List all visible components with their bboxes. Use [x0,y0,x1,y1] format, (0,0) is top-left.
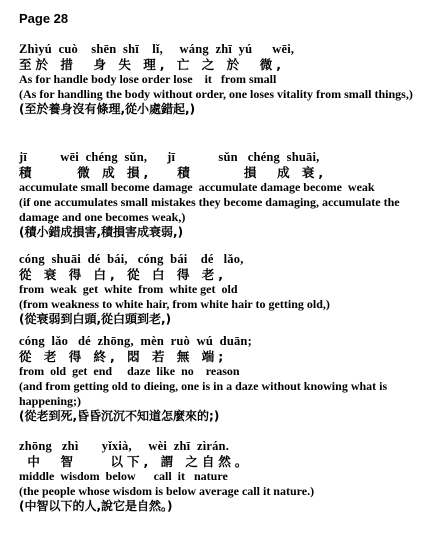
page-title: Page 28 [19,11,69,26]
gloss-line: accumulate small become damage accumulate damage become weak [19,180,375,194]
verse-section-3 [19,252,419,327]
verse-section-5 [19,439,419,514]
hanzi-line: 中 智 以下, 謂 之自然。 [19,454,252,469]
english-translation: (the people whose wisdom is below average call it nature.) [19,484,315,498]
gloss-line: from old get end daze like no reason [19,364,240,378]
pinyin-line: cóng lǎo dé zhōng, mèn ruò wú duān; [19,334,252,348]
verse-section-1 [19,42,419,117]
pinyin-line: zhōng zhì yǐxià, wèi zhī zìrán. [19,439,230,453]
pinyin-line: Zhìyú cuò shēn shī lǐ, wáng zhī yú wēi, [19,42,295,56]
hanzi-line: 從 衰 得 白, 從 白 得 老, [19,267,227,282]
verse-section-2 [19,150,419,240]
hanzi-line: 從 老 得 終, 悶 若 無 端; [19,349,228,364]
pinyin-line: jī wēi chéng sǔn, jī sǔn chéng shuāi, [19,150,320,164]
hanzi-line: 至於 措 身 失 理, 亡 之 於 微, [19,57,286,72]
chinese-translation: (中智以下的人,說它是自然。) [19,499,173,513]
chinese-translation: (積小錯成損害,積損害成衰弱,) [19,225,184,239]
hanzi-line: 積 微 成 損, 積 損 成 衰, [19,165,328,180]
pinyin-line: cóng shuāi dé bái, cóng bái dé lǎo, [19,252,244,266]
english-translation: (and from getting old to dieing, one is in a daze without knowing what is happening;) [19,379,388,408]
gloss-line: middle wisdom below call it nature [19,469,228,483]
chinese-translation: (從老到死,昏昏沉沉不知道怎麼來的;) [19,409,220,423]
english-translation: (if one accumulates small mistakes they become damaging, accumulate the damage and one becomes weak,) [19,195,400,224]
english-translation: (As for handling the body without order, one loses vitality from small things,) [19,87,413,101]
gloss-line: As for handle body lose order lose it from small [19,72,277,86]
chinese-translation: (從衰弱到白頭,從白頭到老,) [19,312,172,326]
verse-section-4 [19,334,419,424]
chinese-translation: (至於養身沒有條理,從小處錯起,) [19,102,196,116]
gloss-line: from weak get white from white get old [19,282,238,296]
english-translation: (from weakness to white hair, from white hair to getting old,) [19,297,330,311]
